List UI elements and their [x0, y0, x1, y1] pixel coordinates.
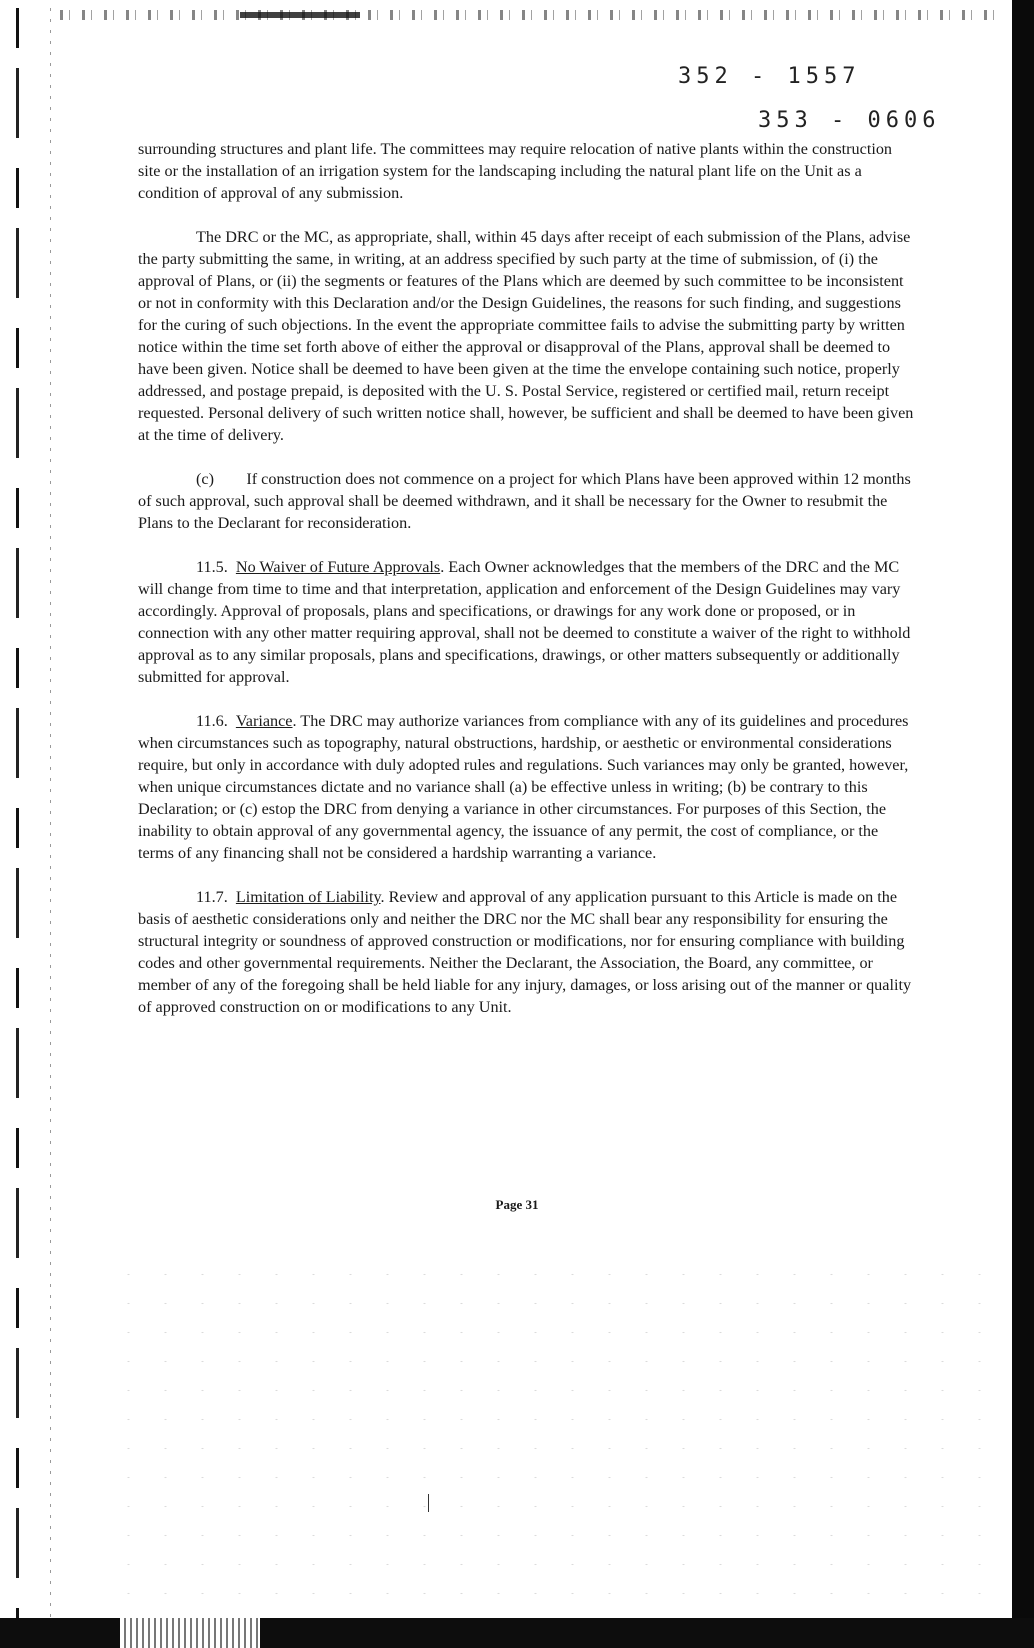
- paragraph-continued: surrounding structures and plant life. The committees may require relocation of native plants within the construction site or the installation of an irrigation system for the landscaping including the natural plant life on the Unit as a condition of approval of any submission.: [138, 140, 893, 202]
- section-body: . Review and approval of any application pursuant to this Article is made on the basis of aesthetic considerations only and neither the DRC nor the MC shall bear any responsibility for ensuring the structural integrity or soundness of approved construction or modifications, nor for ensuring compliance with building codes and other governmental requirements. Neither the Declarant, the Association, the Board, any committee, or member of any of the foregoing shall be held liable for any injury, damages, or loss arising out of the manner or quality of approved construction on or modifications to any Unit.: [138, 888, 912, 1016]
- scan-artifact-left-edge: [16, 8, 19, 1648]
- scan-artifact-right-edge: [1012, 0, 1034, 1648]
- section-number: 11.5.: [196, 558, 228, 576]
- section-number: 11.6.: [196, 712, 228, 730]
- section-body: . The DRC may authorize variances from compliance with any of its guidelines and procedures when circumstances such as topography, natural obstructions, hardship, or aesthetic or environmental considerations require, but only in accordance with duly adopted rules and regulations. Such variances may only be granted, however, when unique circumstances dictate and no variance shall (a) be effective unless in writing; (b) be contrary to this Declaration; or (c) estop the DRC from denying a variance in other circumstances. For purposes of this Section, the inability to obtain approval of any governmental agency, the issuance of any permit, the cost of compliance, or the terms of any financing shall not be considered a hardship warranting a variance.: [138, 712, 909, 862]
- document-body: [138, 138, 916, 1040]
- recording-stamp-first: 352 - 1557: [678, 64, 861, 89]
- scan-artifact-top: [60, 10, 1000, 20]
- section-body: . Each Owner acknowledges that the members of the DRC and the MC will change from time to time and that interpretation, application and enforcement of the Design Guidelines may vary accordingly. Approval of proposals, plans and specifications, or drawings for any work done or proposed, or in connection with any other matter requiring approval, shall not be deemed to constitute a waiver of the right to withhold approval as to any similar proposals, plans and specifications, drawings, or other matters subsequently or additionally submitted for approval.: [138, 558, 911, 686]
- scan-artifact-top-dark: [240, 12, 360, 18]
- section-heading: No Waiver of Future Approvals: [235, 558, 441, 576]
- section-number: 11.7.: [196, 888, 228, 906]
- paragraph-c-label: (c): [196, 470, 214, 488]
- section-heading: Variance: [235, 712, 293, 730]
- section-heading: Limitation of Liability: [235, 888, 381, 906]
- scan-artifact-specks: [110, 1260, 1010, 1600]
- paragraph-notice: The DRC or the MC, as appropriate, shall, within 45 days after receipt of each submission of the Plans, advise the party submitting the same, in writing, at an address specified by such party at the time of submission, of (i) the approval of Plans, or (ii) the segments or features of the Plans which are deemed by such committee to be inconsistent or not in conformity with this Declaration and/or the Design Guidelines, the reasons for such finding, and suggestions for the curing of such objections. In the event the appropriate committee fails to advise the submitting party by written notice within the time set forth above of either the approval or disapproval of the Plans, approval shall be deemed to have been given. Notice shall be deemed to have been given at the time the envelope containing such notice, properly addressed, and postage prepaid, is deposited with the U. S. Postal Service, registered or certified mail, return receipt requested. Personal delivery of such written notice shall, however, be sufficient and shall be deemed to have been given at the time of delivery.: [138, 228, 914, 444]
- paragraph-c-text: If construction does not commence on a project for which Plans have been approved within 12 months of such approval, such approval shall be deemed withdrawn, and it shall be necessary for the Owner to resubmit the Plans to the Declarant for reconsideration.: [138, 470, 911, 532]
- section-11-5: [138, 556, 916, 688]
- section-11-6: [138, 710, 916, 864]
- paragraph-c: [138, 468, 916, 534]
- scan-artifact-mark: [428, 1494, 429, 1512]
- scan-artifact-left-dots: [50, 8, 51, 1648]
- page-number: Page 31: [495, 1197, 539, 1212]
- scan-artifact-bottom-gap: [120, 1618, 260, 1648]
- section-11-7: [138, 886, 916, 1018]
- recording-stamp-second: 353 - 0606: [758, 108, 941, 133]
